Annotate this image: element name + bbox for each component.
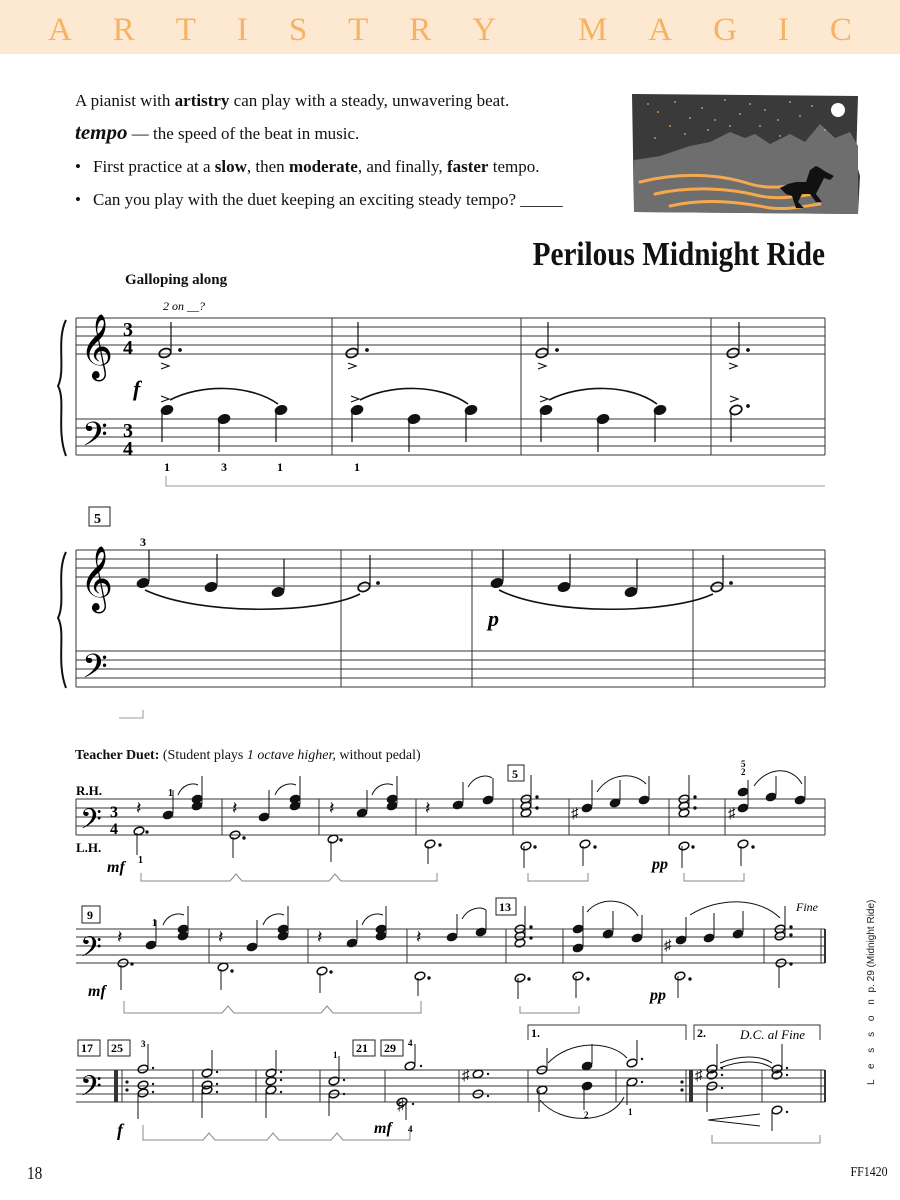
first-ending-label: 1.: [531, 1026, 540, 1040]
text: , and finally,: [357, 157, 447, 176]
text: Can you play with the duet keeping an exciting steady tempo? _____: [93, 190, 563, 209]
system-2: [58, 507, 825, 688]
finger-number: 1: [164, 460, 170, 474]
finger-number: 3: [141, 1039, 146, 1049]
duet-noteheads-filled-line-3: [397, 1061, 703, 1114]
svg-text:♯: ♯: [664, 938, 672, 954]
finger-number: 1: [333, 1050, 338, 1060]
finger-number: 1: [628, 1107, 633, 1117]
fingering-system-1: [164, 460, 360, 474]
finger-number: 2: [741, 767, 746, 777]
text: A pianist with: [75, 91, 175, 110]
finger-number: 4: [408, 1038, 413, 1048]
svg-text:♯: ♯: [397, 1098, 405, 1114]
pedal-line: [119, 710, 143, 718]
time-sig-top: 3: [110, 804, 118, 821]
pedal-markings-line-1: [141, 873, 744, 881]
treble-clef-icon: 𝄞: [80, 316, 114, 378]
text: , then: [246, 157, 289, 176]
header-letter: Y: [472, 12, 497, 48]
svg-text:𝄽: 𝄽: [117, 927, 123, 947]
finger-number: 1: [277, 460, 283, 474]
bold-term: moderate: [288, 157, 358, 176]
piece-title: Perilous Midnight Ride: [532, 236, 825, 273]
system-1: [58, 318, 825, 456]
finger-number: 2: [584, 1110, 589, 1120]
text: without pedal): [335, 748, 421, 763]
text: tempo.: [488, 157, 540, 176]
bass-clef-icon: 𝄢: [80, 805, 102, 842]
finger-number: 1: [354, 460, 360, 474]
measure-number: 5: [512, 767, 518, 781]
bold-term: artistry: [174, 91, 230, 110]
duet-notes-line-1: [133, 771, 806, 868]
header-letter: M: [578, 12, 608, 48]
svg-text:♯: ♯: [728, 806, 736, 822]
header-letter: R: [409, 12, 432, 48]
svg-text:♯: ♯: [695, 1068, 703, 1084]
time-sig-bottom: 4: [110, 821, 118, 838]
time-sig-top: 3: [123, 420, 133, 442]
time-sig-bottom: 4: [123, 438, 133, 460]
dynamic-pianissimo: pp: [652, 856, 668, 873]
duet-line-3: [76, 1025, 825, 1102]
rh-label: R.H.: [76, 783, 102, 798]
measure-number: 13: [499, 900, 511, 914]
dynamic-mezzo-forte: mf: [107, 859, 125, 876]
lesson-page-ref: p. 29 (Midnight Ride): [866, 899, 877, 996]
header-letter: R: [112, 12, 135, 48]
text: (Student plays: [159, 748, 247, 763]
duet-label: Teacher Duet:: [75, 748, 160, 763]
header-letter: C: [829, 12, 852, 48]
hand-hint: 2 on __?: [163, 299, 205, 313]
bullet-icon: •: [75, 157, 81, 176]
header-letter: T: [175, 12, 196, 48]
dynamic-mezzo-forte: mf: [374, 1120, 392, 1137]
bass-clef-icon: 𝄢: [82, 648, 108, 693]
svg-text:𝄽: 𝄽: [218, 927, 224, 947]
bold-term: slow: [214, 157, 247, 176]
svg-text:♯: ♯: [462, 1068, 470, 1084]
finger-number: 3: [221, 460, 227, 474]
finger-number: 1: [152, 918, 157, 929]
treble-clef-icon: 𝄞: [80, 548, 114, 610]
time-sig-top: 3: [123, 319, 133, 341]
bass-clef-icon: 𝄢: [80, 1072, 102, 1109]
svg-text:♯: ♯: [571, 806, 579, 822]
svg-text:𝄽: 𝄽: [416, 927, 422, 947]
dynamic-forte: f: [133, 376, 141, 401]
header-letter: A: [48, 12, 72, 48]
svg-text:𝄽: 𝄽: [329, 798, 335, 818]
tempo-marking: Galloping along: [125, 272, 228, 288]
header-letter: T: [348, 12, 369, 48]
dynamic-pianissimo: pp: [650, 987, 666, 1004]
catalog-code: FF1420: [850, 1165, 888, 1180]
duet-notes-line-2: [117, 901, 792, 999]
text: First practice at a: [93, 157, 215, 176]
svg-text:𝄽: 𝄽: [317, 927, 323, 947]
dynamic-forte: f: [117, 1120, 123, 1140]
dc-al-fine-marking: D.C. al Fine: [740, 1027, 805, 1042]
dynamic-mezzo-forte: mf: [88, 983, 106, 1000]
svg-text:𝄽: 𝄽: [232, 798, 238, 818]
bass-clef-icon: 𝄢: [80, 933, 102, 970]
measure-number: 21: [356, 1041, 368, 1055]
header-letter: I: [777, 12, 789, 48]
finger-number: 1: [168, 788, 173, 799]
finger-number: 4: [408, 1124, 413, 1134]
duet-line-1: [76, 765, 825, 835]
bullet-icon: •: [75, 190, 81, 209]
pedal-markings-line-2: [124, 1001, 579, 1013]
page-number: 18: [27, 1163, 43, 1183]
svg-text:𝄽: 𝄽: [136, 798, 142, 818]
finger-number: 3: [140, 535, 146, 549]
text: can play with a steady, unwavering beat.: [229, 91, 510, 110]
second-ending-label: 2.: [697, 1026, 706, 1040]
definition-text: — the speed of the beat in music.: [127, 124, 360, 143]
tempo-term: tempo: [75, 120, 128, 144]
italic-text: 1 octave higher,: [246, 748, 336, 763]
dynamic-piano: p: [488, 606, 499, 631]
finger-number: 1: [138, 855, 143, 866]
measure-number: 9: [87, 908, 93, 922]
fine-marking: Fine: [796, 900, 818, 914]
pedal-markings-line-3: [143, 1125, 820, 1143]
lh-label: L.H.: [76, 840, 102, 855]
bass-notes-system-1: [160, 388, 750, 452]
header-letter: A: [648, 12, 673, 48]
header-letter: I: [236, 12, 248, 48]
measure-number: 5: [94, 512, 101, 527]
measure-number: 17: [81, 1041, 93, 1055]
pedal-line: [166, 476, 825, 486]
lesson-label: L e s s o n: [866, 995, 877, 1085]
svg-text:𝄽: 𝄽: [425, 798, 431, 818]
measure-number: 29: [384, 1041, 396, 1055]
bass-clef-icon: 𝄢: [82, 416, 108, 461]
header-letter: S: [288, 12, 308, 48]
finger-number: 5: [741, 759, 746, 769]
lesson-reference: [866, 900, 877, 1085]
bold-term: faster: [446, 157, 489, 176]
header-letter: G: [713, 12, 737, 48]
time-sig-bottom: 4: [123, 337, 133, 359]
measure-number: 25: [111, 1041, 123, 1055]
